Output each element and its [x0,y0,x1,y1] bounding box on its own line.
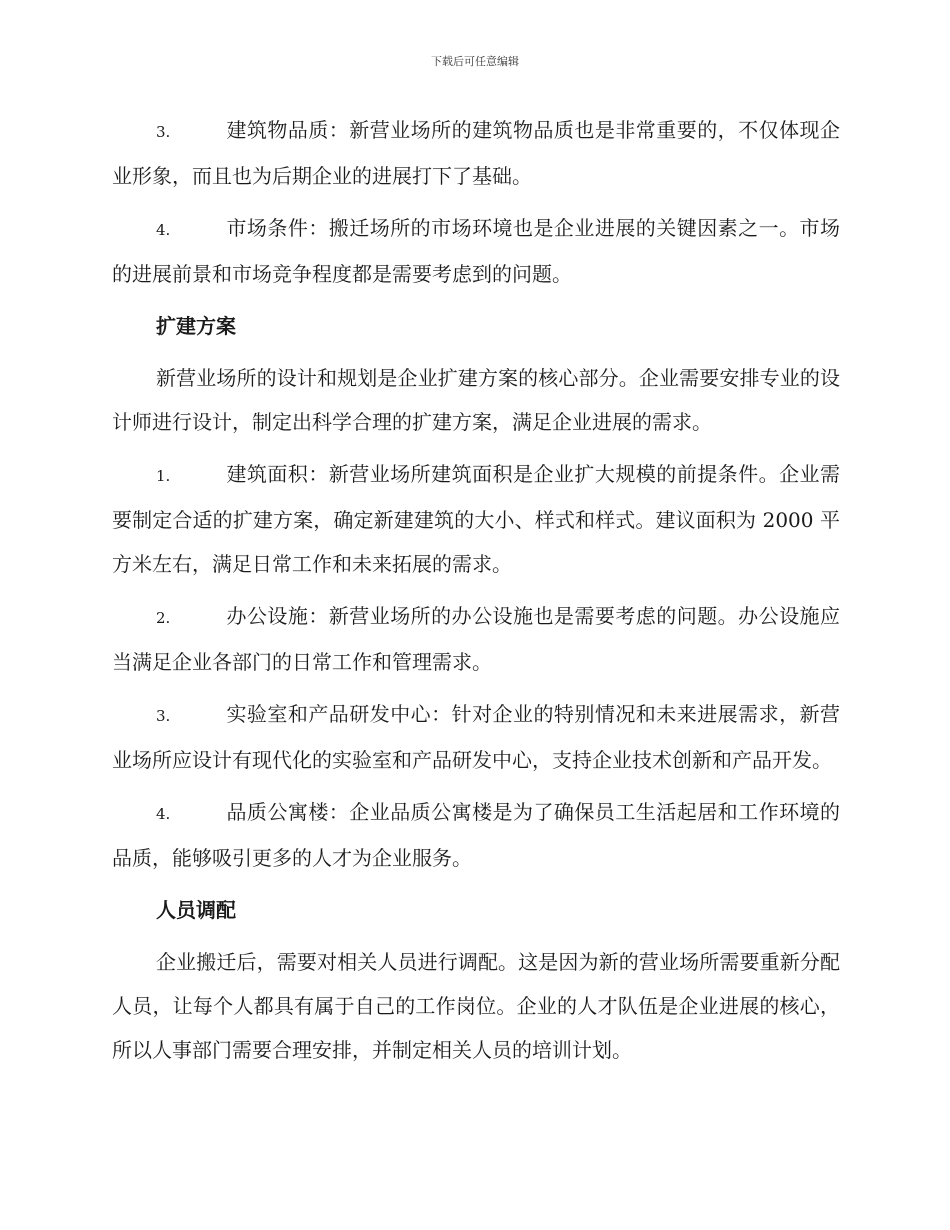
list-item-text: 市场条件：搬迁场所的市场环境也是企业进展的关键因素之一。市场的进展前景和市场竞争程度都是需要考虑到的问题。 [112,216,840,286]
list-number: 3. [156,123,171,141]
section-heading-expansion-plan: 扩建方案 [156,314,236,338]
list-item-office-facilities [112,594,840,684]
list-number: 1. [156,467,171,485]
list-item-building-area [112,452,840,586]
list-item-apartment-building [112,790,840,880]
list-item-text: 品质公寓楼：企业品质公寓楼是为了确保员工生活起居和工作环境的品质，能够吸引更多的人才为企业服务。 [112,800,840,870]
document-body [112,108,840,1080]
list-item-market-conditions [112,206,840,296]
list-item-text: 实验室和产品研发中心：针对企业的特别情况和未来进展需求，新营业场所应设计有现代化的实验室和产品研发中心，支持企业技术创新和产品开发。 [112,702,840,772]
section-heading-staff-allocation: 人员调配 [156,898,236,922]
list-number: 4. [156,221,171,239]
paragraph-expansion-intro: 新营业场所的设计和规划是企业扩建方案的核心部分。企业需要安排专业的设计师进行设计，制定出科学合理的扩建方案，满足企业进展的需求。 [112,366,840,434]
page-header: 下载后可任意编辑 [431,55,519,68]
list-number: 4. [156,805,171,823]
paragraph-staff-allocation: 企业搬迁后，需要对相关人员进行调配。这是因为新的营业场所需要重新分配人员，让每个人都具有属于自己的工作岗位。企业的人才队伍是企业进展的核心，所以人事部门需要合理安排，并制定相关人员的培训计划。 [112,950,840,1062]
list-item-building-quality [112,108,840,198]
list-number: 2. [156,609,171,627]
list-item-text: 建筑物品质：新营业场所的建筑物品质也是非常重要的，不仅体现企业形象，而且也为后期企业的进展打下了基础。 [112,118,840,188]
list-item-lab-rd-center [112,692,840,782]
list-number: 3. [156,707,171,725]
list-item-text: 建筑面积：新营业场所建筑面积是企业扩大规模的前提条件。企业需要制定合适的扩建方案，确定新建建筑的大小、样式和样式。建议面积为 2000 平方米左右，满足日常工作和未来拓展的需求。 [112,462,840,576]
list-item-text: 办公设施：新营业场所的办公设施也是需要考虑的问题。办公设施应当满足企业各部门的日常工作和管理需求。 [112,604,840,674]
